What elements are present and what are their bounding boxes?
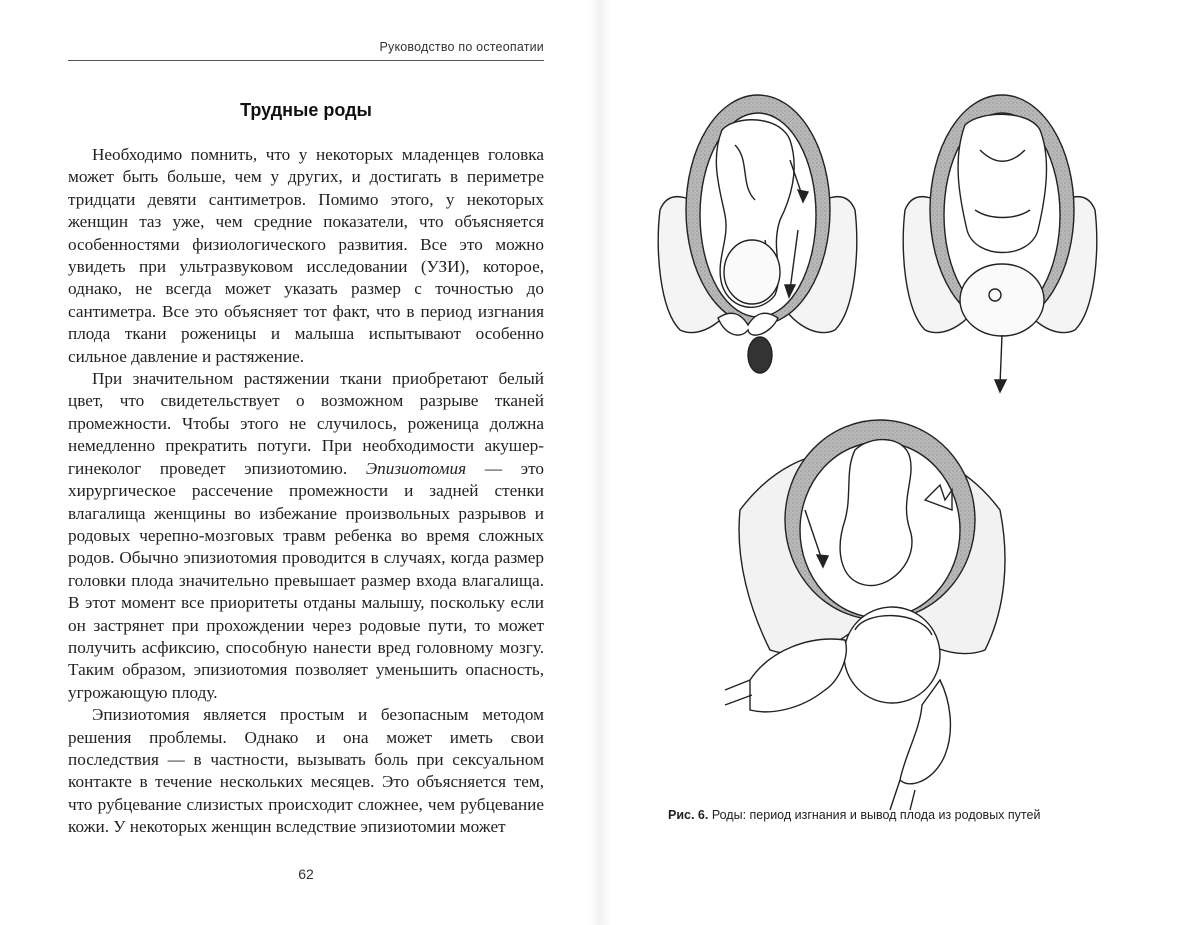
term-episiotomy: Эпизиотомия bbox=[365, 458, 467, 478]
body-text bbox=[68, 144, 544, 839]
page-number: 62 bbox=[298, 866, 314, 882]
paragraph-3: Эпизиотомия является простым и безопасным методом решения проблемы. Однако и она может иметь свои последствия — в частности, вызывать боль при сексуальном контакте в течение нескольких месяцев. Это объясняется тем, что рубцевание слизистых происходит сложнее, чем рубцевание кожи. У некоторых женщин вследствие эпизиотомии может bbox=[68, 705, 544, 837]
section-title: Трудные роды bbox=[240, 100, 372, 120]
paragraph-2 bbox=[68, 368, 544, 704]
caption-text: Роды: период изгнания и вывод плода из родовых путей bbox=[708, 808, 1041, 822]
panel-fetus-descent bbox=[658, 95, 857, 373]
caption-label: Рис. 6. bbox=[668, 808, 709, 822]
panel-back-view bbox=[903, 95, 1097, 392]
figure-caption bbox=[668, 808, 1138, 822]
childbirth-illustration-svg bbox=[640, 90, 1140, 810]
paragraph-2-end: — это хирургическое рассечение промежности и задней стенки влагалища женщины во избежание произвольных разрывов и родовых черепно-мозговых травм ребенка во время сложных родов. Обычно эпизиотомия проводится в случаях, когда размер головки плода значительно превышает размер входа влагалища. В этот момент все приоритеты отданы малышу, поскольку если он застрянет при прохождении через родовые пути, то может получить асфиксию, способную нанести вред головному мозгу. Таким образом, эпизиотомия позволяет уменьшить опасность, угрожающую плоду. bbox=[68, 458, 544, 702]
paragraph-1: Необходимо помнить, что у некоторых младенцев головка может быть больше, чем у других, и достигать в периметре тридцати девяти сантиметров. Помимо этого, у некоторых женщин таз уже, чем средние показатели, что объясняется особенностями физиологического развития. Все это можно увидеть при ультразвуковом исследовании (УЗИ), которое, однако, не всегда может указать размер с точностью до сантиметра. Все это объясняет тот факт, что в период изгнания плода ткани роженицы и малыша испытывают особенно сильное давление и растяжение. bbox=[68, 145, 544, 366]
paragraph-2-start: При значительном растяжении ткани приобретают белый цвет, что свидетельствует о возможном разрыве тканей промежности. Чтобы этого не случилось, роженица должна немедленно прекратить потуги. При необходимости акушер-гинеколог проведет эпизиотомию. bbox=[68, 369, 544, 478]
header-divider bbox=[68, 60, 544, 61]
panel-delivery bbox=[725, 420, 1005, 810]
running-head: Руководство по остеопатии bbox=[379, 40, 544, 54]
figure-childbirth-illustration bbox=[640, 90, 1140, 810]
